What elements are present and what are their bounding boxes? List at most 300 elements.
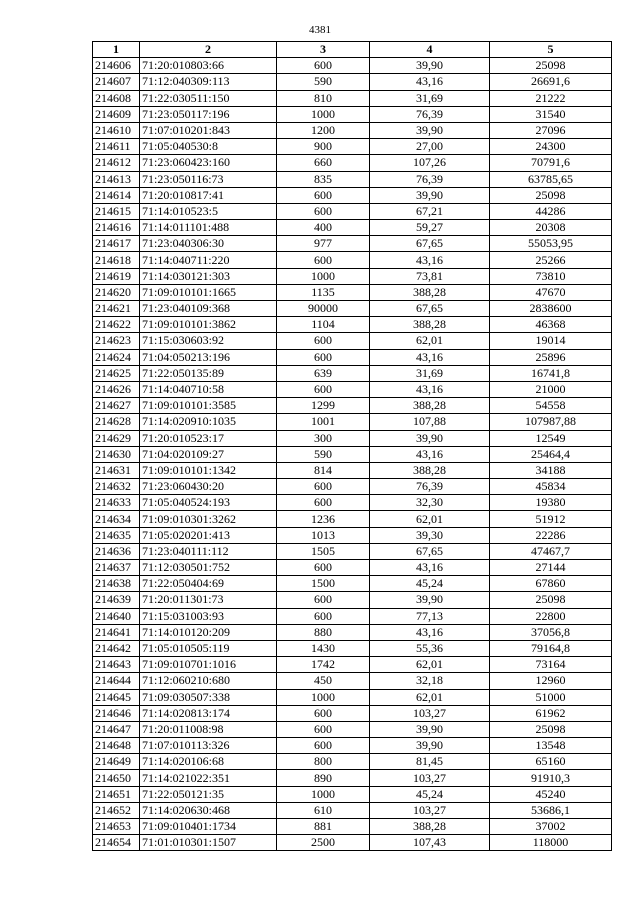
area-cell: 800 — [277, 754, 370, 770]
table-row — [93, 446, 612, 462]
area-cell: 450 — [277, 673, 370, 689]
cadastral-number-cell: 71:22:050121:35 — [140, 786, 277, 802]
rate-cell: 39,90 — [370, 721, 490, 737]
value-cell: 21000 — [490, 381, 612, 397]
cadastral-number-cell: 71:14:010523:5 — [140, 203, 277, 219]
rate-cell: 103,27 — [370, 802, 490, 818]
row-number-cell: 214644 — [93, 673, 140, 689]
table-row — [93, 543, 612, 559]
row-number-cell: 214614 — [93, 187, 140, 203]
column-header: 5 — [490, 42, 612, 58]
rate-cell: 76,39 — [370, 106, 490, 122]
area-cell: 600 — [277, 495, 370, 511]
table-row — [93, 819, 612, 835]
rate-cell: 107,26 — [370, 155, 490, 171]
cadastral-number-cell: 71:23:060430:20 — [140, 479, 277, 495]
value-cell: 53686,1 — [490, 802, 612, 818]
table-row — [93, 90, 612, 106]
row-number-cell: 214652 — [93, 802, 140, 818]
table-row — [93, 236, 612, 252]
value-cell: 20308 — [490, 220, 612, 236]
table-row — [93, 268, 612, 284]
table-row — [93, 220, 612, 236]
table-row — [93, 738, 612, 754]
cadastral-number-cell: 71:23:050117:196 — [140, 106, 277, 122]
cadastral-number-cell: 71:12:040309:113 — [140, 74, 277, 90]
area-cell: 600 — [277, 203, 370, 219]
value-cell: 12960 — [490, 673, 612, 689]
area-cell: 2500 — [277, 835, 370, 851]
value-cell: 73810 — [490, 268, 612, 284]
cadastral-number-cell: 71:12:060210:680 — [140, 673, 277, 689]
rate-cell: 31,69 — [370, 365, 490, 381]
row-number-cell: 214645 — [93, 689, 140, 705]
cadastral-number-cell: 71:09:010101:3862 — [140, 317, 277, 333]
rate-cell: 62,01 — [370, 333, 490, 349]
table-row — [93, 333, 612, 349]
table-row — [93, 398, 612, 414]
table-row — [93, 786, 612, 802]
cadastral-number-cell: 71:14:021022:351 — [140, 770, 277, 786]
row-number-cell: 214617 — [93, 236, 140, 252]
area-cell: 639 — [277, 365, 370, 381]
table-row — [93, 673, 612, 689]
area-cell: 1000 — [277, 268, 370, 284]
row-number-cell: 214612 — [93, 155, 140, 171]
cadastral-number-cell: 71:23:040109:368 — [140, 301, 277, 317]
table-row — [93, 187, 612, 203]
rate-cell: 45,24 — [370, 786, 490, 802]
rate-cell: 27,00 — [370, 139, 490, 155]
row-number-cell: 214622 — [93, 317, 140, 333]
value-cell: 65160 — [490, 754, 612, 770]
table-row — [93, 58, 612, 74]
row-number-cell: 214616 — [93, 220, 140, 236]
table-row — [93, 414, 612, 430]
rate-cell: 388,28 — [370, 317, 490, 333]
rate-cell: 43,16 — [370, 446, 490, 462]
area-cell: 1299 — [277, 398, 370, 414]
cadastral-number-cell: 71:15:030603:92 — [140, 333, 277, 349]
area-cell: 1135 — [277, 284, 370, 300]
row-number-cell: 214624 — [93, 349, 140, 365]
row-number-cell: 214608 — [93, 90, 140, 106]
table-row — [93, 705, 612, 721]
cadastral-number-cell: 71:04:020109:27 — [140, 446, 277, 462]
rate-cell: 62,01 — [370, 657, 490, 673]
row-number-cell: 214611 — [93, 139, 140, 155]
table-row — [93, 576, 612, 592]
row-number-cell: 214639 — [93, 592, 140, 608]
column-header: 1 — [93, 42, 140, 58]
row-number-cell: 214629 — [93, 430, 140, 446]
cadastral-number-cell: 71:14:020813:174 — [140, 705, 277, 721]
cadastral-number-cell: 71:14:010120:209 — [140, 624, 277, 640]
rate-cell: 76,39 — [370, 479, 490, 495]
value-cell: 34188 — [490, 462, 612, 478]
row-number-cell: 214631 — [93, 462, 140, 478]
value-cell: 45834 — [490, 479, 612, 495]
area-cell: 1001 — [277, 414, 370, 430]
value-cell: 45240 — [490, 786, 612, 802]
rate-cell: 67,21 — [370, 203, 490, 219]
rate-cell: 388,28 — [370, 819, 490, 835]
value-cell: 54558 — [490, 398, 612, 414]
rate-cell: 39,90 — [370, 738, 490, 754]
table-row — [93, 770, 612, 786]
cadastral-number-cell: 71:09:010101:3585 — [140, 398, 277, 414]
cadastral-number-cell: 71:14:020910:1035 — [140, 414, 277, 430]
value-cell: 25896 — [490, 349, 612, 365]
row-number-cell: 214654 — [93, 835, 140, 851]
value-cell: 55053,95 — [490, 236, 612, 252]
table-row — [93, 203, 612, 219]
table-row — [93, 171, 612, 187]
row-number-cell: 214618 — [93, 252, 140, 268]
cadastral-number-cell: 71:14:040710:58 — [140, 381, 277, 397]
value-cell: 21222 — [490, 90, 612, 106]
table-row — [93, 430, 612, 446]
table-row — [93, 592, 612, 608]
cadastral-number-cell: 71:09:030507:338 — [140, 689, 277, 705]
value-cell: 25098 — [490, 58, 612, 74]
row-number-cell: 214626 — [93, 381, 140, 397]
table-row — [93, 640, 612, 656]
cadastral-number-cell: 71:20:011008:98 — [140, 721, 277, 737]
cadastral-number-cell: 71:14:020106:68 — [140, 754, 277, 770]
rate-cell: 388,28 — [370, 398, 490, 414]
row-number-cell: 214627 — [93, 398, 140, 414]
value-cell: 25098 — [490, 721, 612, 737]
row-number-cell: 214650 — [93, 770, 140, 786]
rate-cell: 81,45 — [370, 754, 490, 770]
row-number-cell: 214633 — [93, 495, 140, 511]
rate-cell: 103,27 — [370, 770, 490, 786]
rate-cell: 62,01 — [370, 689, 490, 705]
rate-cell: 388,28 — [370, 462, 490, 478]
row-number-cell: 214642 — [93, 640, 140, 656]
row-number-cell: 214643 — [93, 657, 140, 673]
value-cell: 31540 — [490, 106, 612, 122]
rate-cell: 43,16 — [370, 624, 490, 640]
value-cell: 37056,8 — [490, 624, 612, 640]
row-number-cell: 214610 — [93, 122, 140, 138]
table-row — [93, 527, 612, 543]
table-row — [93, 479, 612, 495]
value-cell: 73164 — [490, 657, 612, 673]
cadastral-number-cell: 71:14:030121:303 — [140, 268, 277, 284]
cadastral-number-cell: 71:09:010101:1342 — [140, 462, 277, 478]
value-cell: 13548 — [490, 738, 612, 754]
area-cell: 1742 — [277, 657, 370, 673]
value-cell: 27144 — [490, 560, 612, 576]
rate-cell: 77,13 — [370, 608, 490, 624]
row-number-cell: 214615 — [93, 203, 140, 219]
area-cell: 600 — [277, 349, 370, 365]
row-number-cell: 214609 — [93, 106, 140, 122]
row-number-cell: 214646 — [93, 705, 140, 721]
area-cell: 977 — [277, 236, 370, 252]
rate-cell: 76,39 — [370, 171, 490, 187]
row-number-cell: 214628 — [93, 414, 140, 430]
value-cell: 47670 — [490, 284, 612, 300]
rate-cell: 67,65 — [370, 236, 490, 252]
area-cell: 610 — [277, 802, 370, 818]
value-cell: 91910,3 — [490, 770, 612, 786]
rate-cell: 31,69 — [370, 90, 490, 106]
row-number-cell: 214606 — [93, 58, 140, 74]
cadastral-number-cell: 71:22:030511:150 — [140, 90, 277, 106]
cadastral-number-cell: 71:23:040306:30 — [140, 236, 277, 252]
area-cell: 1200 — [277, 122, 370, 138]
rate-cell: 32,30 — [370, 495, 490, 511]
value-cell: 51912 — [490, 511, 612, 527]
value-cell: 70791,6 — [490, 155, 612, 171]
row-number-cell: 214640 — [93, 608, 140, 624]
area-cell: 880 — [277, 624, 370, 640]
area-cell: 600 — [277, 333, 370, 349]
area-cell: 1000 — [277, 786, 370, 802]
area-cell: 600 — [277, 738, 370, 754]
area-cell: 1000 — [277, 689, 370, 705]
rate-cell: 43,16 — [370, 252, 490, 268]
cadastral-number-cell: 71:23:040111:112 — [140, 543, 277, 559]
value-cell: 2838600 — [490, 301, 612, 317]
cadastral-number-cell: 71:01:010301:1507 — [140, 835, 277, 851]
area-cell: 590 — [277, 446, 370, 462]
cadastral-number-cell: 71:20:011301:73 — [140, 592, 277, 608]
cadastral-number-cell: 71:14:011101:488 — [140, 220, 277, 236]
row-number-cell: 214613 — [93, 171, 140, 187]
row-number-cell: 214647 — [93, 721, 140, 737]
value-cell: 46368 — [490, 317, 612, 333]
table-row — [93, 511, 612, 527]
table-row — [93, 689, 612, 705]
value-cell: 47467,7 — [490, 543, 612, 559]
cadastral-number-cell: 71:23:060423:160 — [140, 155, 277, 171]
area-cell: 600 — [277, 479, 370, 495]
cadastral-number-cell: 71:05:020201:413 — [140, 527, 277, 543]
row-number-cell: 214632 — [93, 479, 140, 495]
rate-cell: 103,27 — [370, 705, 490, 721]
row-number-cell: 214620 — [93, 284, 140, 300]
area-cell: 600 — [277, 252, 370, 268]
value-cell: 25464,4 — [490, 446, 612, 462]
cadastral-number-cell: 71:22:050135:89 — [140, 365, 277, 381]
cadastral-number-cell: 71:05:040530:8 — [140, 139, 277, 155]
area-cell: 900 — [277, 139, 370, 155]
cadastral-number-cell: 71:14:020630:468 — [140, 802, 277, 818]
row-number-cell: 214653 — [93, 819, 140, 835]
area-cell: 660 — [277, 155, 370, 171]
area-cell: 600 — [277, 58, 370, 74]
table-row — [93, 284, 612, 300]
column-header: 4 — [370, 42, 490, 58]
row-number-cell: 214651 — [93, 786, 140, 802]
table-row — [93, 608, 612, 624]
table-row — [93, 349, 612, 365]
area-cell: 590 — [277, 74, 370, 90]
area-cell: 600 — [277, 560, 370, 576]
value-cell: 16741,8 — [490, 365, 612, 381]
table-row — [93, 74, 612, 90]
row-number-cell: 214641 — [93, 624, 140, 640]
header-row — [93, 42, 612, 58]
rate-cell: 67,65 — [370, 543, 490, 559]
cadastral-number-cell: 71:09:010701:1016 — [140, 657, 277, 673]
page-number: 4381 — [309, 24, 331, 36]
table-row — [93, 835, 612, 851]
value-cell: 22286 — [490, 527, 612, 543]
table-row — [93, 754, 612, 770]
column-header: 2 — [140, 42, 277, 58]
area-cell: 600 — [277, 705, 370, 721]
table-row — [93, 139, 612, 155]
column-header: 3 — [277, 42, 370, 58]
area-cell: 814 — [277, 462, 370, 478]
value-cell: 22800 — [490, 608, 612, 624]
value-cell: 67860 — [490, 576, 612, 592]
area-cell: 1000 — [277, 106, 370, 122]
rate-cell: 45,24 — [370, 576, 490, 592]
value-cell: 118000 — [490, 835, 612, 851]
value-cell: 51000 — [490, 689, 612, 705]
row-number-cell: 214634 — [93, 511, 140, 527]
table-row — [93, 365, 612, 381]
cadastral-number-cell: 71:15:031003:93 — [140, 608, 277, 624]
rate-cell: 32,18 — [370, 673, 490, 689]
area-cell: 600 — [277, 608, 370, 624]
area-cell: 1430 — [277, 640, 370, 656]
value-cell: 24300 — [490, 139, 612, 155]
table-row — [93, 721, 612, 737]
table-row — [93, 802, 612, 818]
area-cell: 90000 — [277, 301, 370, 317]
cadastral-number-cell: 71:07:010113:326 — [140, 738, 277, 754]
cadastral-number-cell: 71:23:050116:73 — [140, 171, 277, 187]
cadastral-number-cell: 71:14:040711:220 — [140, 252, 277, 268]
rate-cell: 43,16 — [370, 349, 490, 365]
cadastral-number-cell: 71:09:010101:1665 — [140, 284, 277, 300]
rate-cell: 43,16 — [370, 381, 490, 397]
cadastral-number-cell: 71:20:010817:41 — [140, 187, 277, 203]
data-table — [92, 41, 612, 851]
table-row — [93, 624, 612, 640]
value-cell: 79164,8 — [490, 640, 612, 656]
row-number-cell: 214630 — [93, 446, 140, 462]
row-number-cell: 214637 — [93, 560, 140, 576]
value-cell: 25098 — [490, 187, 612, 203]
area-cell: 881 — [277, 819, 370, 835]
table-row — [93, 560, 612, 576]
table-row — [93, 106, 612, 122]
area-cell: 1505 — [277, 543, 370, 559]
rate-cell: 39,90 — [370, 187, 490, 203]
area-cell: 1236 — [277, 511, 370, 527]
cadastral-number-cell: 71:20:010523:17 — [140, 430, 277, 446]
rate-cell: 43,16 — [370, 560, 490, 576]
area-cell: 600 — [277, 187, 370, 203]
cadastral-number-cell: 71:04:050213:196 — [140, 349, 277, 365]
rate-cell: 39,90 — [370, 122, 490, 138]
row-number-cell: 214621 — [93, 301, 140, 317]
area-cell: 1013 — [277, 527, 370, 543]
value-cell: 37002 — [490, 819, 612, 835]
value-cell: 107987,88 — [490, 414, 612, 430]
area-cell: 890 — [277, 770, 370, 786]
cadastral-number-cell: 71:09:010401:1734 — [140, 819, 277, 835]
table-row — [93, 252, 612, 268]
value-cell: 25266 — [490, 252, 612, 268]
value-cell: 19380 — [490, 495, 612, 511]
rate-cell: 39,90 — [370, 592, 490, 608]
area-cell: 1500 — [277, 576, 370, 592]
table-row — [93, 155, 612, 171]
rate-cell: 67,65 — [370, 301, 490, 317]
value-cell: 12549 — [490, 430, 612, 446]
row-number-cell: 214619 — [93, 268, 140, 284]
area-cell: 1104 — [277, 317, 370, 333]
rate-cell: 73,81 — [370, 268, 490, 284]
rate-cell: 388,28 — [370, 284, 490, 300]
area-cell: 810 — [277, 90, 370, 106]
row-number-cell: 214636 — [93, 543, 140, 559]
value-cell: 25098 — [490, 592, 612, 608]
cadastral-number-cell: 71:05:010505:119 — [140, 640, 277, 656]
table-row — [93, 462, 612, 478]
table-row — [93, 122, 612, 138]
value-cell: 44286 — [490, 203, 612, 219]
rate-cell: 43,16 — [370, 74, 490, 90]
value-cell: 61962 — [490, 705, 612, 721]
area-cell: 600 — [277, 721, 370, 737]
rate-cell: 39,90 — [370, 430, 490, 446]
rate-cell: 39,90 — [370, 58, 490, 74]
rate-cell: 62,01 — [370, 511, 490, 527]
row-number-cell: 214625 — [93, 365, 140, 381]
area-cell: 835 — [277, 171, 370, 187]
value-cell: 26691,6 — [490, 74, 612, 90]
table-row — [93, 301, 612, 317]
rate-cell: 59,27 — [370, 220, 490, 236]
row-number-cell: 214638 — [93, 576, 140, 592]
value-cell: 19014 — [490, 333, 612, 349]
table-row — [93, 495, 612, 511]
cadastral-number-cell: 71:07:010201:843 — [140, 122, 277, 138]
row-number-cell: 214635 — [93, 527, 140, 543]
value-cell: 27096 — [490, 122, 612, 138]
rate-cell: 55,36 — [370, 640, 490, 656]
table-row — [93, 317, 612, 333]
area-cell: 400 — [277, 220, 370, 236]
cadastral-number-cell: 71:09:010301:3262 — [140, 511, 277, 527]
rate-cell: 107,88 — [370, 414, 490, 430]
area-cell: 600 — [277, 592, 370, 608]
row-number-cell: 214648 — [93, 738, 140, 754]
row-number-cell: 214623 — [93, 333, 140, 349]
area-cell: 600 — [277, 381, 370, 397]
table-row — [93, 657, 612, 673]
table-row — [93, 381, 612, 397]
rate-cell: 39,30 — [370, 527, 490, 543]
area-cell: 300 — [277, 430, 370, 446]
table-body — [93, 58, 612, 851]
row-number-cell: 214649 — [93, 754, 140, 770]
cadastral-number-cell: 71:22:050404:69 — [140, 576, 277, 592]
cadastral-number-cell: 71:05:040524:193 — [140, 495, 277, 511]
cadastral-number-cell: 71:20:010803:66 — [140, 58, 277, 74]
value-cell: 63785,65 — [490, 171, 612, 187]
